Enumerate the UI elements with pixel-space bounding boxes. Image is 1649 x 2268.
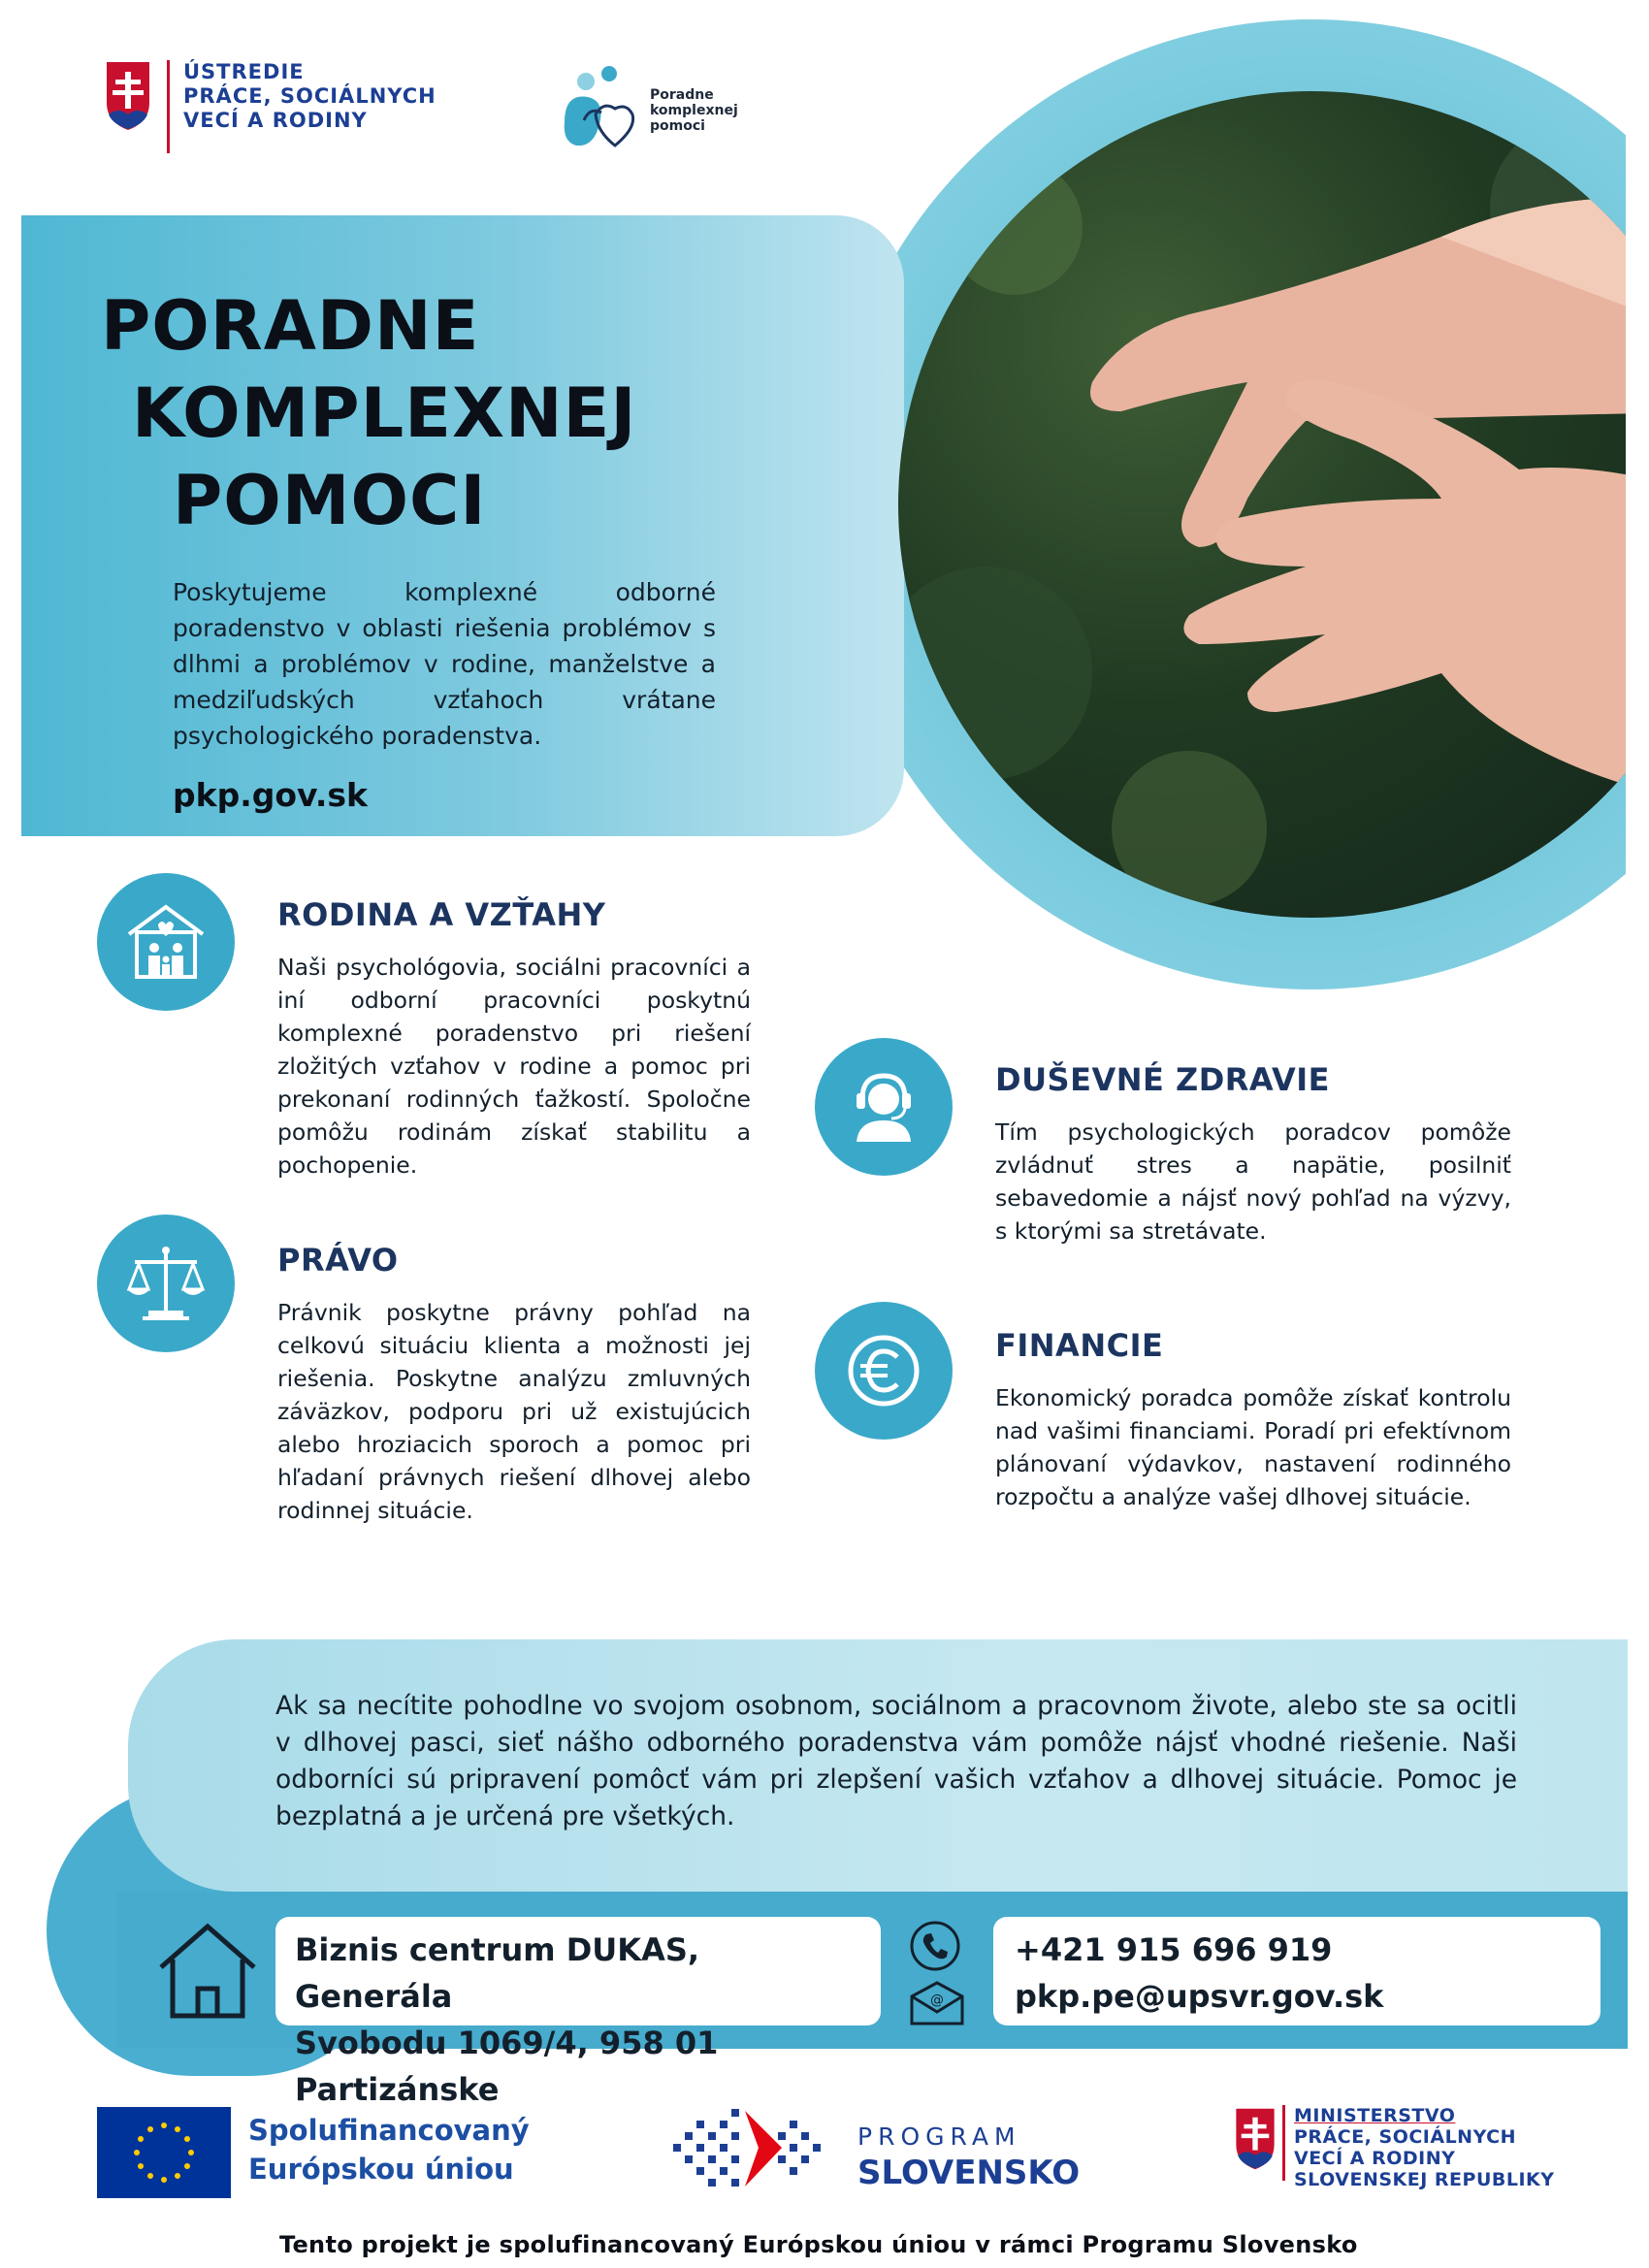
- pkp-line-1: Poradne: [650, 87, 714, 103]
- address-box: [275, 1917, 881, 2108]
- mail-icon: [908, 1981, 966, 2025]
- pkp-line-2: komplexnej: [650, 103, 738, 118]
- pkp-logo: [555, 64, 738, 157]
- hero-title-line-1: PORADNE: [101, 286, 480, 366]
- service-title-finance: FINANCIE: [995, 1327, 1164, 1364]
- people-heart-icon: [555, 64, 642, 157]
- program-slovensko-mark: [669, 2105, 840, 2202]
- footer-note: Tento projekt je spolufinancovaný Európskou úniou v rámci Programu Slovensko: [279, 2231, 1358, 2258]
- ministry-logo-text: [1294, 2105, 1555, 2190]
- hero-title-line-3: POMOCI: [173, 461, 487, 540]
- upsvr-line-2: PRÁCE, SOCIÁLNYCH: [183, 84, 436, 108]
- service-text-family: Naši psychológovia, sociálni pracovníci a iní odborní pracovníci poskytnú komplexné poradenstvo pri riešení zložitých vzťahov v rodine a pomoc pri prekonaní rodinných ťažkostí. Spoločne pomôžu rodinám získať stabilitu a pochopenie.: [277, 954, 751, 1179]
- contact-box: [993, 1917, 1600, 2025]
- service-text-finance: Ekonomický poradca pomôže získať kontrolu nad vašimi financiami. Poradí pri efektívnom plánovaní výdavkov, nastavení rodinného rozpočtu a analýze vašej dlhovej situácie.: [995, 1384, 1511, 1510]
- svg-text:@: @: [930, 1993, 944, 2008]
- service-title-law: PRÁVO: [277, 1242, 399, 1279]
- upsvr-line-3: VECÍ A RODINY: [183, 109, 368, 132]
- ministry-line-3: VECÍ A RODINY: [1294, 2148, 1456, 2169]
- eu-funding-text: [248, 2111, 530, 2188]
- hero-description: Poskytujeme komplexné odborné poradenstvo v oblasti riešenia problémov s dlhmi a problémov v rodine, manželstve a medziľudských vzťahoch vrátane psychologického poradenstva.: [173, 578, 716, 750]
- hero-title-line-2: KOMPLEXNEJ: [132, 373, 637, 453]
- program-label: PROGRAM: [857, 2122, 1021, 2151]
- logo-divider: [167, 60, 170, 153]
- slovensko-label: SLOVENSKO: [857, 2154, 1081, 2192]
- pkp-logo-text: [650, 87, 738, 134]
- service-text-mental-health: Tím psychologických poradcov pomôže zvládnuť stres a napätie, posilniť sebavedomie a nájsť nový pohľad na výzvy, s ktorými sa stretávate.: [995, 1118, 1511, 1245]
- eu-flag-icon: [97, 2107, 231, 2198]
- service-title-mental-health: DUŠEVNÉ ZDRAVIE: [995, 1061, 1331, 1098]
- ministry-line-2: PRÁCE, SOCIÁLNYCH: [1294, 2126, 1517, 2148]
- ministry-shield-icon: [1234, 2107, 1277, 2171]
- eu-line-1: Spolufinancovaný: [248, 2114, 530, 2147]
- address-line-1: Biznis centrum DUKAS, Generála: [295, 1931, 700, 2015]
- website-link[interactable]: pkp.gov.sk: [173, 776, 368, 814]
- address-line-2: Svobodu 1069/4, 958 01 Partizánske: [295, 2025, 719, 2108]
- upsvr-logo: [105, 60, 436, 153]
- service-text-law: Právnik poskytne právny pohľad na celkovú situáciu klienta a možnosti jej riešenia. Poskytne analýzu zmluvných záväzkov, podporu pri už existujúcich alebo hroziacich sporoch a pomoc pri hľadaní právnych riešení dlhovej alebo rodinnej situácie.: [277, 1299, 751, 1524]
- upsvr-logo-text: [183, 60, 436, 133]
- ministry-divider: [1282, 2105, 1285, 2181]
- upsvr-line-1: ÚSTREDIE: [183, 60, 305, 83]
- pkp-line-3: pomoci: [650, 118, 705, 134]
- email-address[interactable]: pkp.pe@upsvr.gov.sk: [1015, 1978, 1384, 2015]
- phone-number[interactable]: +421 915 696 919: [1015, 1931, 1333, 1968]
- home-icon: [155, 1921, 260, 2022]
- ministry-line-4: SLOVENSKEJ REPUBLIKY: [1294, 2169, 1555, 2190]
- headset-icon: [815, 1038, 953, 1176]
- euro-icon: [815, 1302, 953, 1440]
- phone-icon: [908, 1919, 962, 1973]
- ministry-line-1: MINISTERSTVO: [1294, 2105, 1456, 2126]
- slovak-shield-icon: [105, 60, 151, 132]
- eu-line-2: Európskou úniou: [248, 2153, 514, 2186]
- scales-icon: [97, 1215, 235, 1352]
- service-title-family: RODINA A VZŤAHY: [277, 896, 606, 933]
- page-edge: [1626, 0, 1649, 2268]
- family-house-icon: [97, 873, 235, 1011]
- info-text: Ak sa necítite pohodlne vo svojom osobnom, sociálnom a pracovnom živote, alebo ste sa ocitli v dlhovej pasci, sieť nášho odborného poradenstva vám pomôže nájsť vhodné riešenie. Naši odborníci sú pripravení pomôcť vám pri zlepšení vašich vzťahov a dlhovej situácie. Pomoc je bezplatná a je určená pre všetkých.: [275, 1691, 1517, 1831]
